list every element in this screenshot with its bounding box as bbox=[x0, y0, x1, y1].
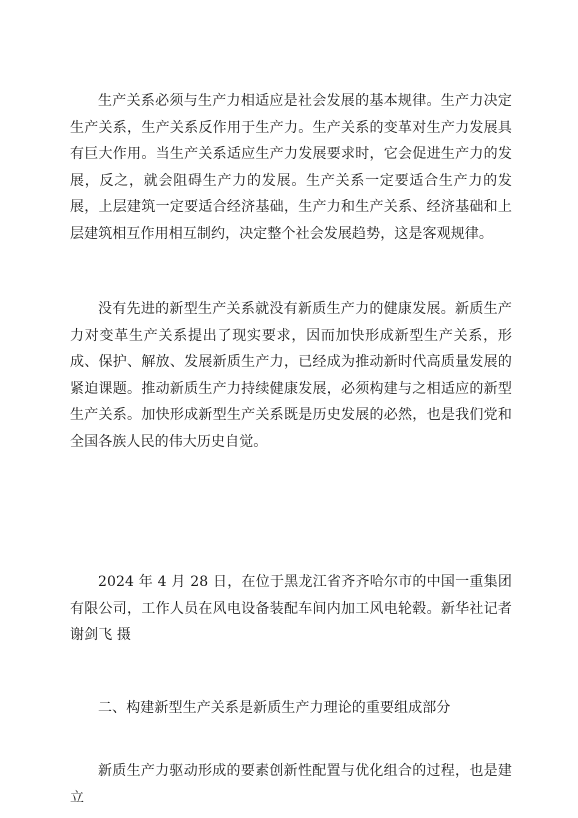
photo-caption: 2024 年 4 月 28 日，在位于黑龙江省齐齐哈尔市的中国一重集团有限公司，工作人员在风电设备装配车间内加工风电轮毂。新华社记者 谢剑飞 摄 bbox=[70, 574, 512, 644]
body-paragraph-3: 新质生产力驱动形成的要素创新性配置与优化组合的过程，也是建立 bbox=[70, 763, 512, 806]
body-paragraph-1: 生产关系必须与生产力相适应是社会发展的基本规律。生产力决定生产关系，生产关系反作用于生产力。生产关系的变革对生产力发展具有巨大作用。当生产关系适应生产力发展要求时，它会促进生产力的发展，反之，就会阻碍生产力的发展。生产关系一定要适合生产力的发展，上层建筑一定要适合经济基础，生产力和生产关系、经济基础和上层建筑相互作用相互制约，决定整个社会发展趋势，这是客观规律。 bbox=[70, 93, 512, 242]
section-heading: 二、构建新型生产关系是新质生产力理论的重要组成部分 bbox=[98, 700, 451, 716]
body-paragraph-2: 没有先进的新型生产关系就没有新质生产力的健康发展。新质生产力对变革生产关系提出了现实要求，因而加快形成新型生产关系，形成、保护、解放、发展新质生产力，已经成为推动新时代高质量发展的紧迫课题。推动新质生产力持续健康发展，必须构建与之相适应的新型生产关系。加快形成新型生产关系既是历史发展的必然，也是我们党和全国各族人民的伟大历史自觉。 bbox=[70, 301, 512, 450]
